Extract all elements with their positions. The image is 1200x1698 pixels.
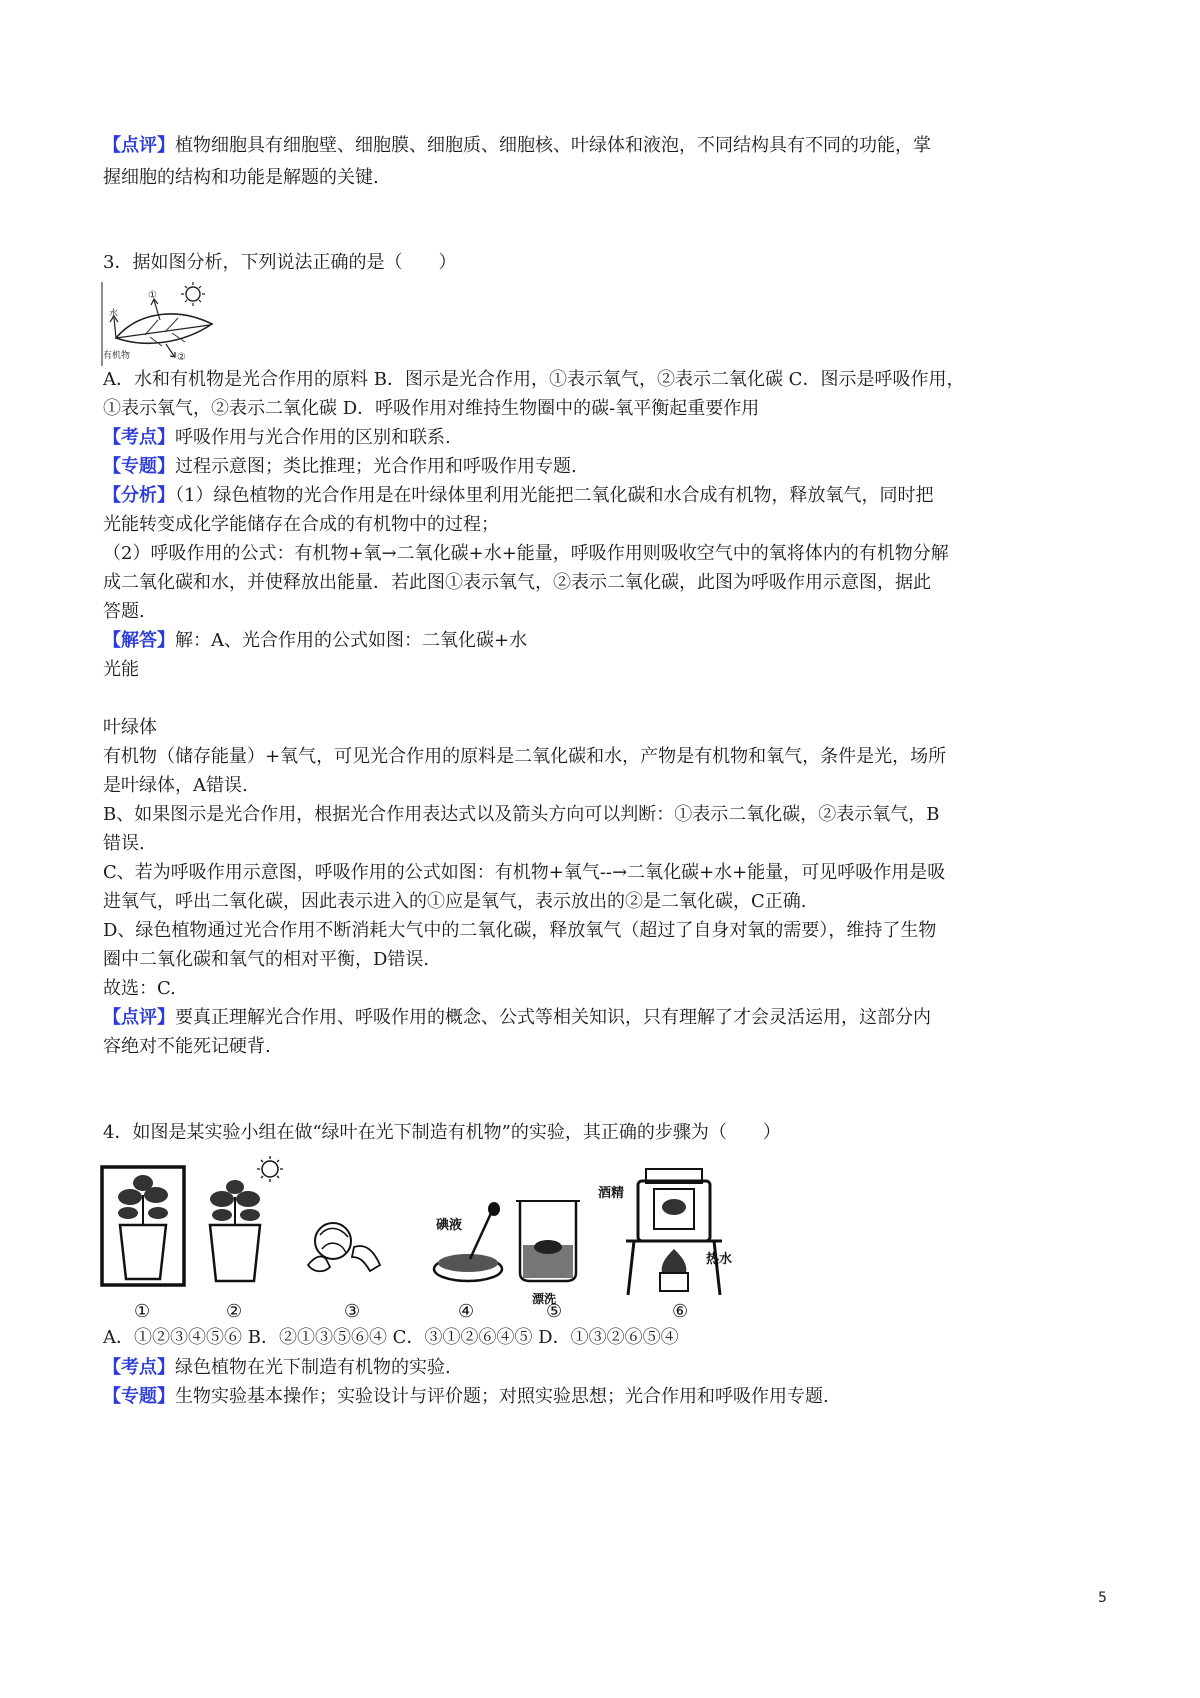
q3-jieda-line-7: 进氧气，呼出二氧化碳，因此表示进入的①应是氧气，表示放出的②是二氧化碳，C正确. [103, 891, 807, 912]
step-5-rinse-illustration [516, 1201, 580, 1306]
q3-kaodian [103, 426, 451, 450]
q3-dianping-line-2: 容绝对不能死记硬背. [103, 1036, 271, 1057]
q3-jieda-line-9: 圈中二氧化碳和氧气的相对平衡，D错误. [103, 949, 430, 970]
q4-experiment-figure [98, 1155, 758, 1325]
step-4-iodine-staining-illustration [434, 1202, 502, 1281]
q3-jieda-line-4: B、如果图示是光合作用，根据光合作用表达式以及箭头方向可以判断：①表示二氧化碳，②表示氧气，B [103, 804, 940, 825]
fenxi-tag: 【分析】 [103, 485, 175, 506]
q2-comment-line-1 [103, 134, 931, 158]
kaodian-text: 绿色植物在光下制造有机物的实验. [175, 1357, 451, 1378]
step-1-dark-treatment-illustration [102, 1167, 184, 1285]
q3-jieda-line-5: 错误. [103, 833, 145, 854]
step-label-1: ① [134, 1301, 151, 1322]
zhuanti-tag: 【专题】 [103, 1386, 175, 1407]
q3-dianping-line-1 [103, 1006, 931, 1030]
kaodian-tag: 【考点】 [103, 427, 175, 448]
q3-guangneng: 光能 [103, 659, 139, 680]
q2-comment-line-2: 握细胞的结构和功能是解题的关键. [103, 167, 379, 188]
circled-2-label: ② [177, 352, 186, 363]
q4-zhuanti [103, 1385, 829, 1409]
hot-water-label: 热水 [706, 1252, 733, 1267]
q3-yelvti: 叶绿体 [103, 717, 157, 738]
jieda-tag: 【解答】 [103, 630, 175, 651]
water-label: 水 [109, 309, 119, 319]
step-label-5: ⑤ [546, 1301, 563, 1322]
q3-fenxi-line-1 [103, 484, 933, 508]
q3-fenxi-line-4: 成二氧化碳和水，并使释放出能量．若此图①表示氧气，②表示二氧化碳，此图为呼吸作用示意图，据此 [103, 572, 931, 593]
q3-jieda-line-3: 是叶绿体，A错误. [103, 775, 248, 796]
q3-fenxi-line-3: （2）呼吸作用的公式：有机物+氧→二氧化碳+水+能量，呼吸作用则吸收空气中的氧将体内的有机物分解 [103, 543, 949, 564]
zhuanti-text: 生物实验基本操作；实验设计与评价题；对照实验思想；光合作用和呼吸作用专题. [175, 1386, 829, 1407]
page-number: 5 [1098, 1590, 1107, 1606]
q3-jieda-line-8: D、绿色植物通过光合作用不断消耗大气中的二氧化碳，释放氧气（超过了自身对氧的需要），维持了生物 [103, 920, 937, 941]
kaodian-text: 呼吸作用与光合作用的区别和联系. [175, 427, 451, 448]
q3-options-line-2: ①表示氧气，②表示二氧化碳 D．呼吸作用对维持生物圈中的碳-氧平衡起重要作用 [103, 398, 760, 419]
q3-jieda-line-2: 有机物（储存能量）+氧气，可见光合作用的原料是二氧化碳和水，产物是有机物和氧气，条件是光，场所 [103, 746, 947, 767]
q3-answer: 故选：C. [103, 978, 176, 999]
step-label-6: ⑥ [672, 1301, 689, 1322]
step-2-light-exposure-illustration [210, 1156, 283, 1281]
q3-jieda-line-1 [103, 629, 527, 653]
q4-stem: 4．如图是某实验小组在做“绿叶在光下制造有机物”的实验，其正确的步骤为（ ） [103, 1122, 781, 1143]
step-label-3: ③ [344, 1301, 361, 1322]
q3-fenxi-line-2: 光能转变成化学能储存在合成的有机物中的过程； [103, 514, 499, 535]
dianping-tag: 【点评】 [103, 1007, 175, 1028]
dianping-text: 要真正理解光合作用、呼吸作用的概念、公式等相关知识，只有理解了才会灵活运用，这部分内 [175, 1007, 931, 1028]
q3-jieda-line-6: C、若为呼吸作用示意图，呼吸作用的公式如图：有机物+氧气--→二氧化碳+水+能量，可见呼吸作用是吸 [103, 862, 946, 883]
q4-kaodian [103, 1356, 451, 1380]
comment-tag: 【点评】 [103, 135, 175, 156]
rinse-label: 漂洗 [532, 1292, 557, 1306]
step-6-alcohol-water-bath-illustration [598, 1169, 732, 1295]
q3-stem: 3．据如图分析，下列说法正确的是（ ） [103, 252, 457, 273]
q3-zhuanti [103, 455, 577, 479]
iodine-label: 碘液 [436, 1218, 463, 1233]
organic-label: 有机物 [103, 351, 131, 361]
comment-text: 植物细胞具有细胞壁、细胞膜、细胞质、细胞核、叶绿体和液泡，不同结构具有不同的功能，掌 [175, 135, 931, 156]
sun-icon [181, 282, 205, 306]
sun-icon [257, 1156, 283, 1182]
kaodian-tag: 【考点】 [103, 1357, 175, 1378]
q3-fenxi-line-5: 答题. [103, 601, 145, 622]
q4-options: A．①②③④⑤⑥ B．②①③⑤⑥④ C．③①②⑥④⑤ D．①③②⑥⑤④ [103, 1327, 679, 1348]
step-label-2: ② [226, 1301, 243, 1322]
fenxi-text: （1）绿色植物的光合作用是在叶绿体里利用光能把二氧化碳和水合成有机物，释放氧气，同时把 [175, 485, 934, 506]
alcohol-label: 酒精 [598, 1186, 625, 1201]
jieda-text: 解：A、光合作用的公式如图：二氧化碳+水 [175, 630, 528, 651]
zhuanti-tag: 【专题】 [103, 456, 175, 477]
step-3-pick-leaf-illustration [308, 1223, 380, 1271]
step-label-4: ④ [458, 1301, 475, 1322]
q3-leaf-figure [100, 280, 220, 366]
circled-1-label: ① [148, 290, 157, 301]
q3-options-line-1: A．水和有机物是光合作用的原料 B．图示是光合作用，①表示氧气，②表示二氧化碳 C．图示是呼吸作用， [103, 369, 965, 390]
zhuanti-text: 过程示意图；类比推理；光合作用和呼吸作用专题. [175, 456, 577, 477]
